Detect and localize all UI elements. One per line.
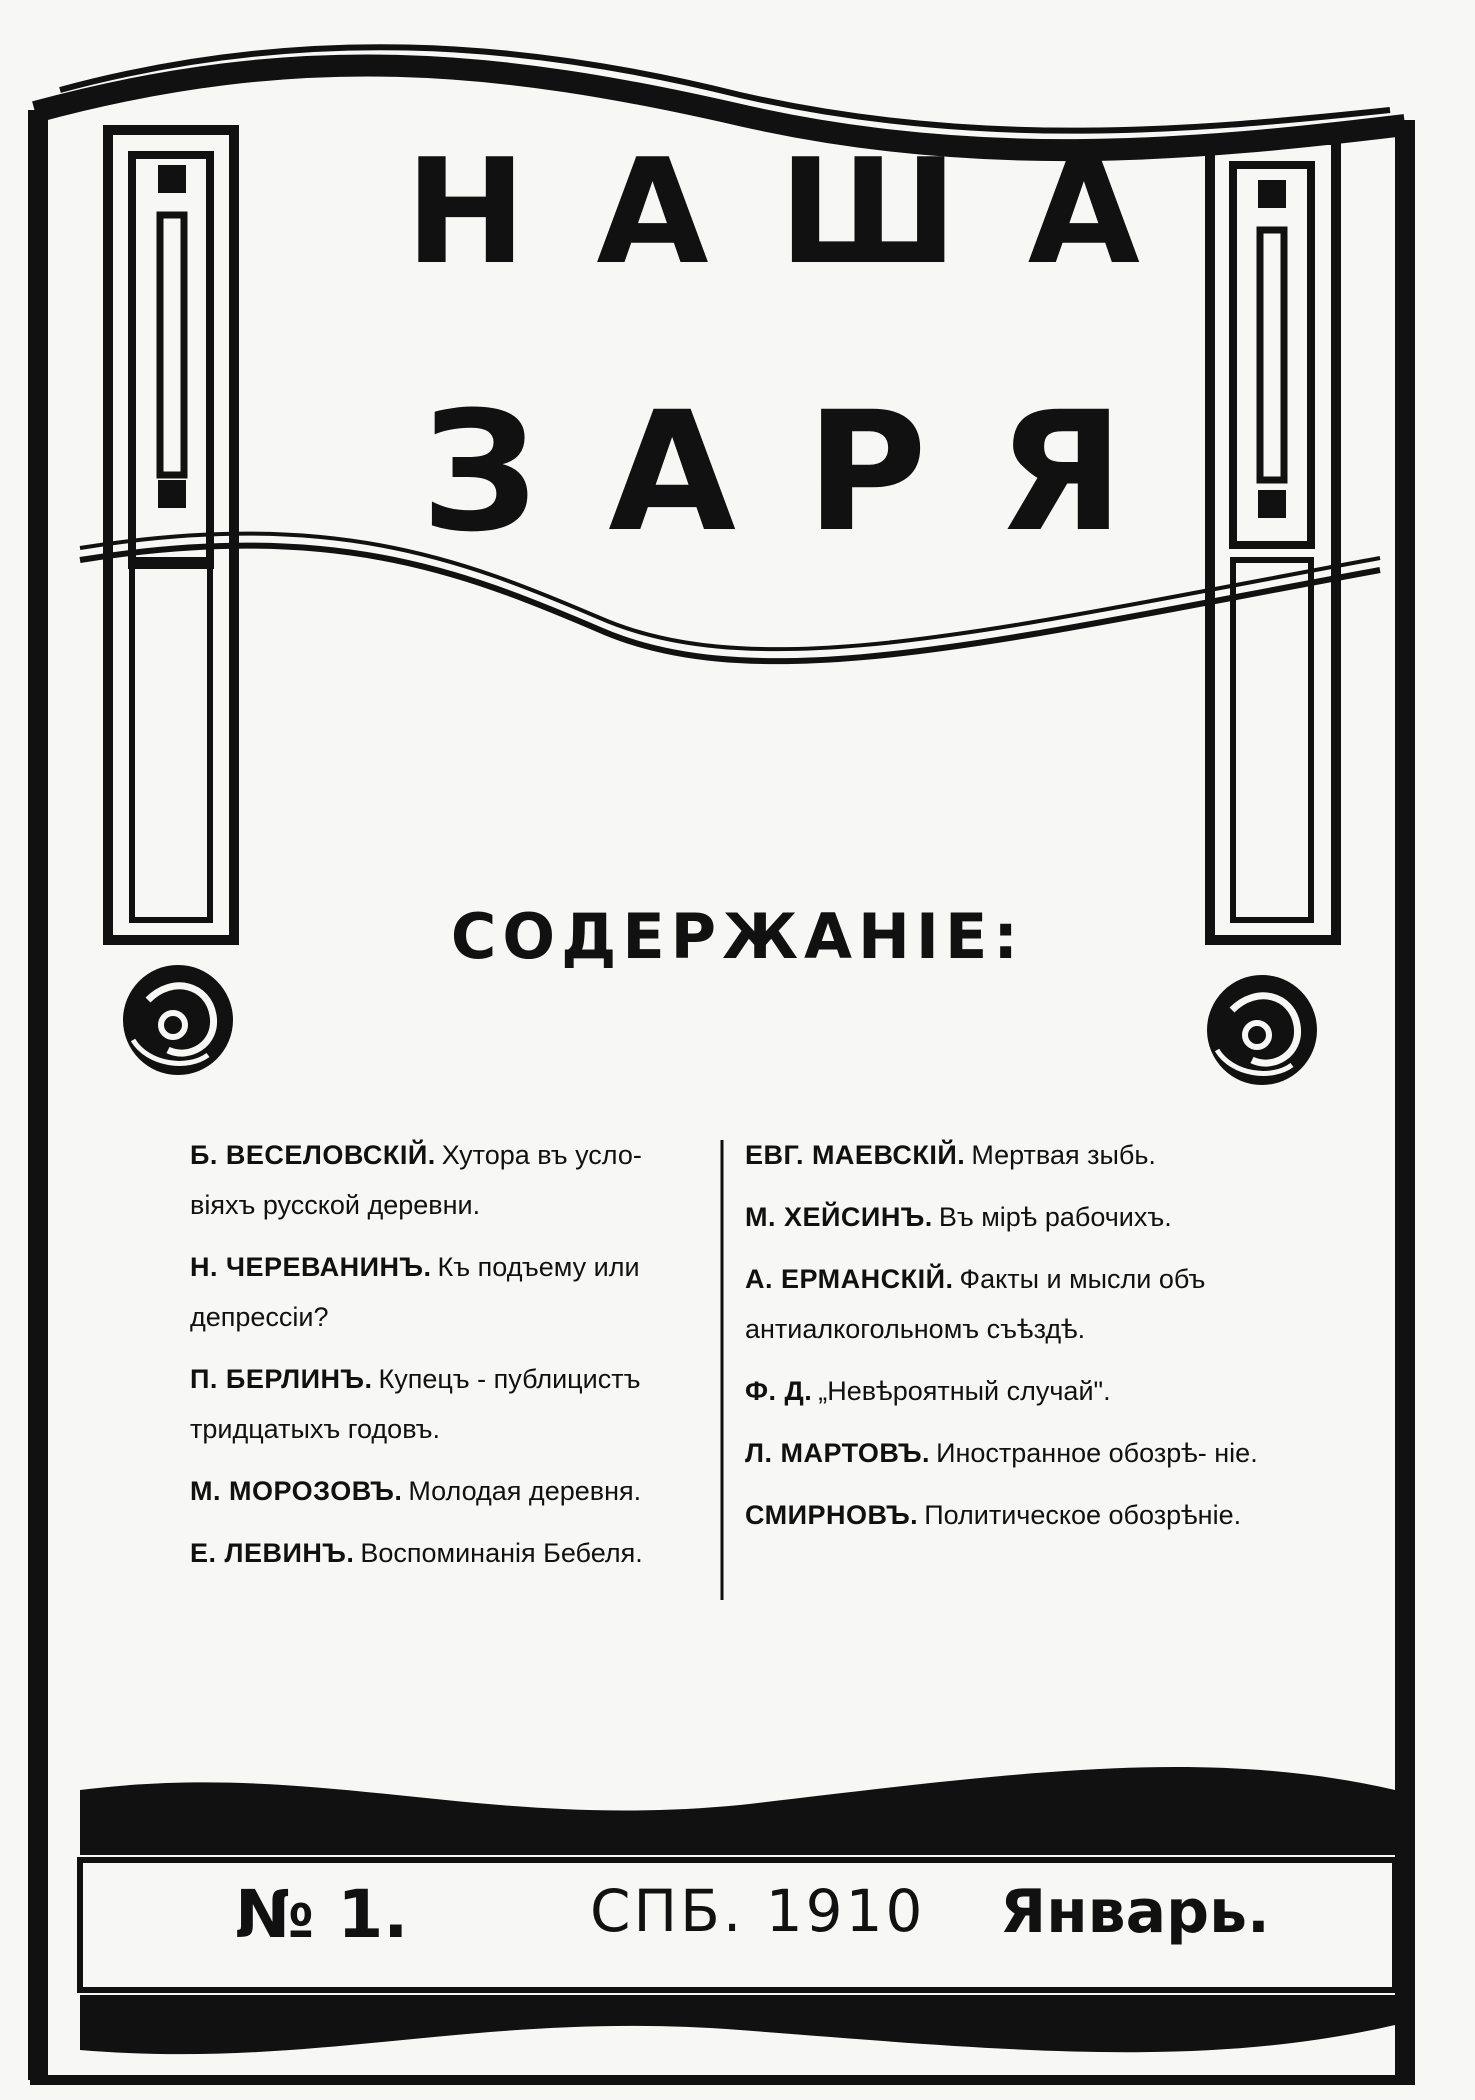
toc-work: Въ мірѣ рабочихъ. bbox=[938, 1202, 1172, 1232]
toc-work: Факты и мысли объ антиалкогольномъ съѣздѣ. bbox=[745, 1264, 1206, 1344]
toc-author: Л. МАРТОВЪ. bbox=[745, 1438, 931, 1468]
toc-entry bbox=[190, 1528, 705, 1578]
right-rosette-icon bbox=[1207, 975, 1317, 1085]
toc-entry bbox=[745, 1130, 1285, 1180]
toc-author: СМИРНОВЪ. bbox=[745, 1500, 919, 1530]
toc-work: Воспоминанія Бебеля. bbox=[360, 1538, 643, 1568]
left-pillar-lower bbox=[132, 560, 210, 920]
toc-entry bbox=[190, 1242, 705, 1342]
toc-work: Иностранное обозрѣ- ніе. bbox=[936, 1438, 1258, 1468]
toc-author: М. МОРОЗОВЪ. bbox=[190, 1476, 403, 1506]
bottom-wave-band-bottom bbox=[80, 1995, 1395, 2054]
magazine-title-line-1: НАША bbox=[405, 128, 1210, 297]
toc-entry bbox=[745, 1366, 1285, 1416]
toc-work: „Невѣроятный случай". bbox=[818, 1376, 1111, 1406]
toc-entry bbox=[745, 1490, 1285, 1540]
toc-right-column bbox=[745, 1130, 1285, 1552]
toc-work: Хутора въ усло- віяхъ русской деревни. bbox=[190, 1140, 642, 1220]
toc-author: М. ХЕЙСИНЪ. bbox=[745, 1202, 933, 1232]
toc-author: Б. ВЕСЕЛОВСКІЙ. bbox=[190, 1140, 436, 1170]
bottom-wave-band-top bbox=[80, 1767, 1395, 1855]
toc-author: Н. ЧЕРЕВАНИНЪ. bbox=[190, 1252, 432, 1282]
toc-work: Молодая деревня. bbox=[408, 1476, 642, 1506]
toc-entry bbox=[190, 1130, 705, 1230]
right-pillar-lower bbox=[1233, 560, 1311, 920]
toc-entry bbox=[745, 1428, 1285, 1478]
toc-author: Е. ЛЕВИНЪ. bbox=[190, 1538, 355, 1568]
contents-heading: СОДЕРЖАНІЕ: bbox=[450, 900, 1025, 973]
toc-work: Мертвая зыбь. bbox=[971, 1140, 1156, 1170]
left-rosette-icon bbox=[123, 965, 233, 1075]
toc-author: А. ЕРМАНСКІЙ. bbox=[745, 1264, 954, 1294]
toc-work: Политическое обозрѣніе. bbox=[924, 1500, 1242, 1530]
toc-work: Купецъ - публицистъ тридцатыхъ годовъ. bbox=[190, 1364, 641, 1444]
toc-author: П. БЕРЛИНЪ. bbox=[190, 1364, 373, 1394]
magazine-title-line-2: ЗАРЯ bbox=[421, 376, 1194, 568]
city-year: СПБ. 1910 bbox=[590, 1877, 926, 1945]
toc-entry bbox=[745, 1192, 1285, 1242]
toc-left-column bbox=[190, 1130, 705, 1590]
issue-number: № 1. bbox=[235, 1876, 409, 1953]
toc-entry bbox=[190, 1466, 705, 1516]
toc-work: Къ подъему или депрессіи? bbox=[190, 1252, 640, 1332]
toc-author: ЕВГ. МАЕВСКІЙ. bbox=[745, 1140, 966, 1170]
toc-author: Ф. Д. bbox=[745, 1376, 813, 1406]
toc-entry bbox=[745, 1254, 1285, 1354]
issue-month: Январь. bbox=[1000, 1877, 1270, 1947]
toc-entry bbox=[190, 1354, 705, 1454]
